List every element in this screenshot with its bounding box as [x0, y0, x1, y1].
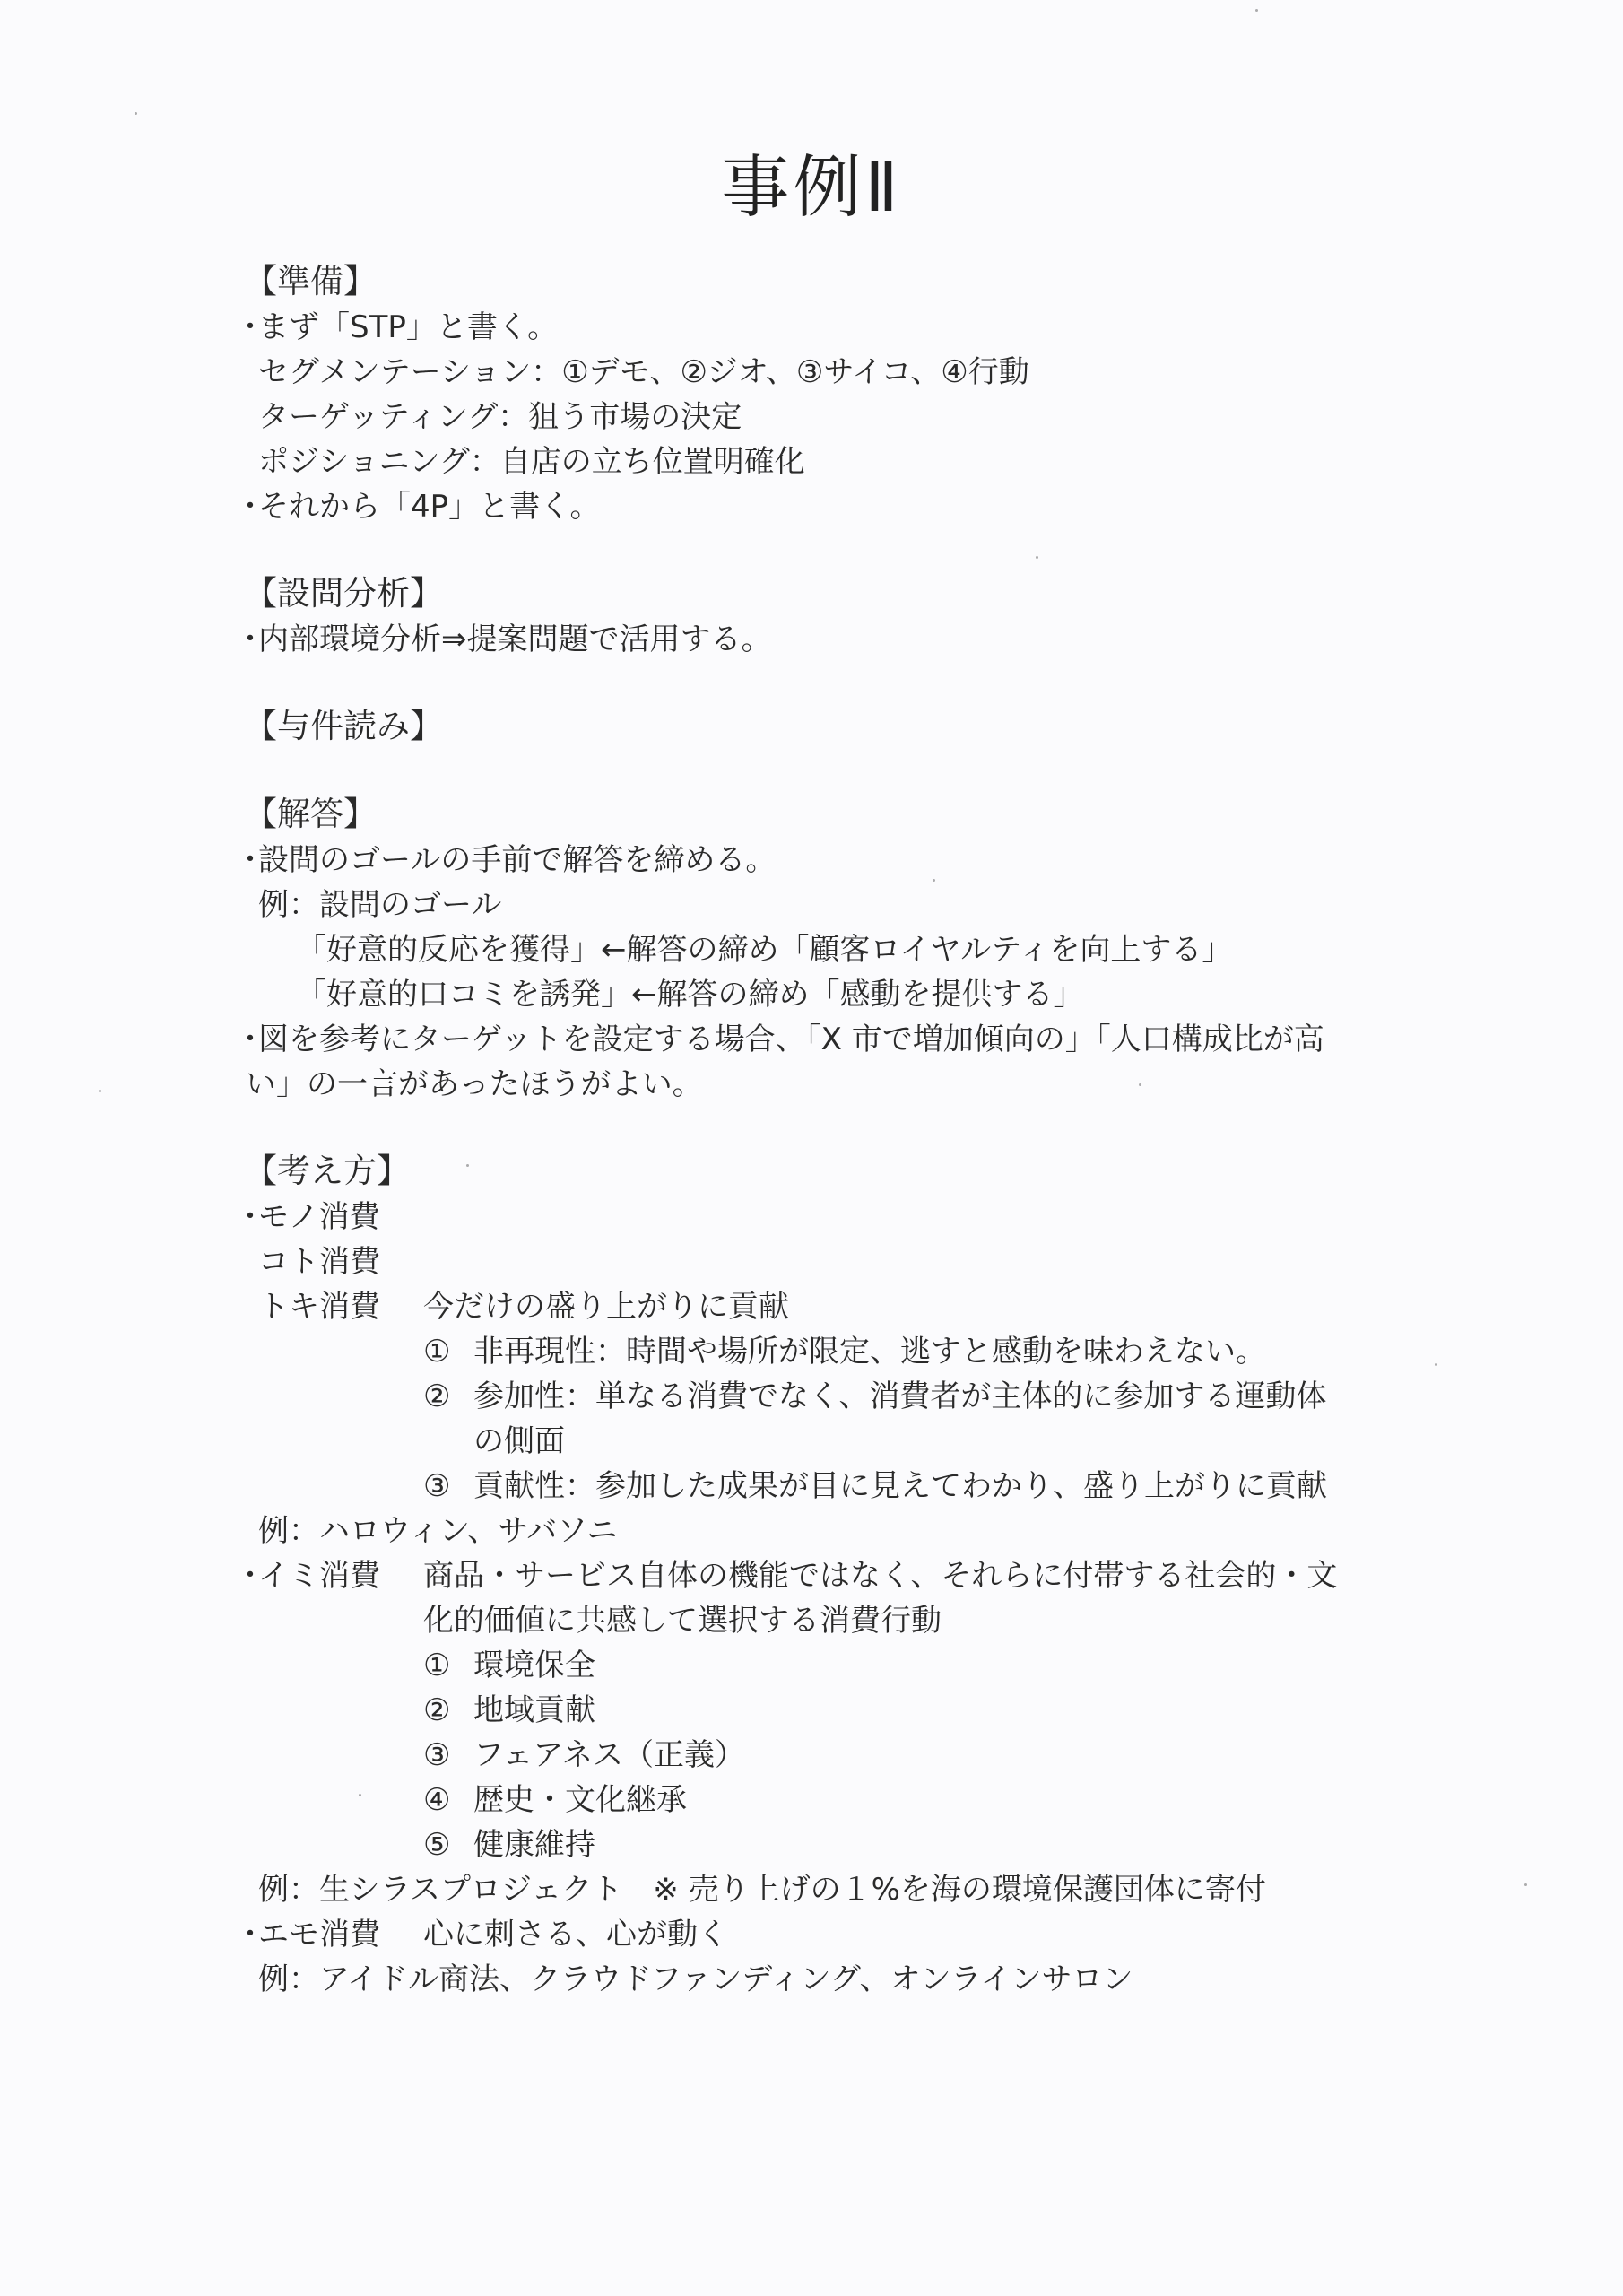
heading-text: 【解答】 — [244, 795, 377, 833]
bullet: ・ — [235, 309, 265, 345]
line-text: い」の一言があったほうがよい。 — [246, 1066, 703, 1102]
text-line — [235, 395, 1401, 439]
text-line — [235, 972, 1401, 1017]
line-text: 健康維持 — [473, 1827, 595, 1863]
text-line — [235, 1284, 1401, 1329]
item-number: ③ — [423, 1737, 451, 1773]
text-line — [235, 883, 1401, 927]
line-text: それから「4P」と書く。 — [258, 489, 601, 525]
line-text: 例：設問のゴール — [258, 887, 502, 923]
item-number: ③ — [423, 1468, 451, 1504]
line-text: フェアネス（正義） — [473, 1737, 745, 1773]
term-label: イミ消費 — [258, 1558, 380, 1594]
scan-speck — [99, 1090, 101, 1092]
list-item — [235, 1553, 1401, 1598]
heading-text: 【考え方】 — [244, 1152, 410, 1190]
line-text: まず「STP」と書く。 — [258, 309, 559, 345]
item-number: ① — [423, 1648, 451, 1683]
list-item — [235, 1017, 1401, 1062]
heading-text: 【準備】 — [244, 262, 377, 300]
scan-speck — [933, 879, 935, 882]
line-text: 内部環境分析⇒提案問題で活用する。 — [258, 622, 772, 657]
line-text: 設問のゴールの手前で解答を締める。 — [258, 842, 777, 878]
text-line — [235, 1239, 1401, 1284]
line-text: 例：生シラスプロジェクト ※ 売り上げの１%を海の環境保護団体に寄付 — [258, 1872, 1266, 1908]
text-line — [235, 350, 1401, 395]
bullet: ・ — [235, 622, 265, 657]
line-text: の側面 — [473, 1423, 565, 1459]
bullet: ・ — [235, 1558, 265, 1594]
numbered-item — [235, 1374, 1401, 1419]
line-text: 歴史・文化継承 — [473, 1782, 687, 1818]
section-heading-kangaekata — [235, 1148, 1401, 1195]
line-text: セグメンテーション：①デモ、②ジオ、③サイコ、④行動 — [258, 354, 1029, 390]
line-text: 例：ハロウィン、サバソニ — [258, 1513, 618, 1549]
term-description: 心に刺さる、心が動く — [423, 1917, 728, 1952]
line-text: コト消費 — [258, 1244, 380, 1280]
numbered-item — [235, 1688, 1401, 1733]
text-line — [235, 1598, 1401, 1643]
item-number: ② — [423, 1378, 451, 1414]
scan-speck — [466, 1164, 469, 1167]
term-label: エモ消費 — [258, 1917, 380, 1952]
numbered-item — [235, 1778, 1401, 1822]
document-body — [235, 258, 1401, 2002]
section-heading-yoken — [235, 703, 1401, 750]
line-text: 貢献性：参加した成果が目に見えてわかり、盛り上がりに貢献 — [473, 1468, 1327, 1504]
line-text: モノ消費 — [258, 1199, 380, 1235]
numbered-item — [235, 1643, 1401, 1688]
spacer — [235, 662, 1401, 703]
list-item — [235, 484, 1401, 529]
scan-speck — [359, 1794, 361, 1796]
bullet: ・ — [235, 1917, 265, 1952]
bullet: ・ — [235, 1199, 265, 1235]
scan-speck — [1255, 9, 1258, 12]
line-text: 化的価値に共感して選択する消費行動 — [423, 1603, 942, 1639]
bullet: ・ — [235, 489, 265, 525]
spacer — [235, 529, 1401, 570]
line-text: 地域貢献 — [473, 1692, 595, 1728]
section-heading-kaito — [235, 791, 1401, 838]
page-title: 事例Ⅱ — [721, 147, 902, 227]
list-item — [235, 1195, 1401, 1239]
numbered-item — [235, 1464, 1401, 1509]
list-item — [235, 838, 1401, 883]
text-line — [235, 1867, 1401, 1912]
bullet: ・ — [235, 1022, 265, 1057]
list-item — [235, 617, 1401, 662]
text-line — [235, 1957, 1401, 2002]
bullet: ・ — [235, 842, 265, 878]
section-heading-setsumon — [235, 570, 1401, 617]
term-description: 今だけの盛り上がりに貢献 — [423, 1289, 789, 1325]
heading-text: 【設問分析】 — [244, 574, 443, 613]
heading-text: 【与件読み】 — [244, 707, 443, 745]
item-number: ④ — [423, 1782, 451, 1818]
item-number: ② — [423, 1692, 451, 1728]
spacer — [235, 1107, 1401, 1148]
numbered-item — [235, 1822, 1401, 1867]
list-item — [235, 1912, 1401, 1957]
text-line — [235, 1419, 1401, 1464]
numbered-item — [235, 1329, 1401, 1374]
scan-speck — [1435, 1363, 1437, 1366]
list-item — [235, 305, 1401, 350]
section-heading-junbi — [235, 258, 1401, 305]
line-text: 環境保全 — [473, 1648, 595, 1683]
line-text: ポジショニング：自店の立ち位置明確化 — [258, 444, 805, 480]
line-text: ターゲッティング：狙う市場の決定 — [258, 399, 742, 435]
line-text: 「好意的反応を獲得」←解答の締め「顧客ロイヤルティを向上する」 — [296, 932, 1233, 968]
text-line — [235, 1062, 1401, 1107]
line-text: 「好意的口コミを誘発」←解答の締め「感動を提供する」 — [296, 977, 1084, 1013]
numbered-item — [235, 1733, 1401, 1778]
text-line — [235, 439, 1401, 484]
line-text: 非再現性：時間や場所が限定、逃すと感動を味わえない。 — [473, 1334, 1266, 1370]
line-text: 例：アイドル商法、クラウドファンディング、オンラインサロン — [258, 1961, 1133, 1997]
scan-speck — [1139, 1083, 1141, 1086]
item-number: ① — [423, 1334, 451, 1370]
item-number: ⑤ — [423, 1827, 451, 1863]
spacer — [235, 750, 1401, 791]
term-description: 商品・サービス自体の機能ではなく、それらに付帯する社会的・文 — [423, 1558, 1338, 1594]
text-line — [235, 927, 1401, 972]
scan-speck — [1036, 556, 1038, 559]
scan-speck — [1524, 1883, 1527, 1886]
line-text: 参加性：単なる消費でなく、消費者が主体的に参加する運動体 — [473, 1378, 1327, 1414]
scan-speck — [135, 112, 137, 115]
line-text: 図を参考にターゲットを設定する場合、「X 市で増加傾向の」「人口構成比が高 — [258, 1022, 1324, 1057]
text-line — [235, 1509, 1401, 1553]
term-label: トキ消費 — [258, 1289, 380, 1325]
